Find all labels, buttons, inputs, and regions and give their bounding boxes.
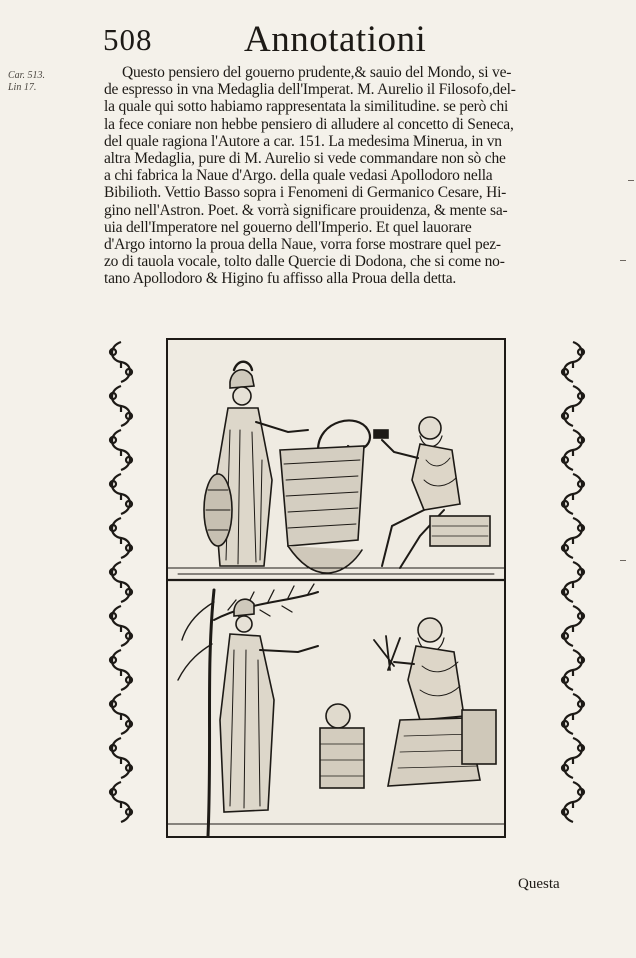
edge-mark: [628, 180, 634, 181]
catchword: Questa: [518, 876, 560, 892]
edge-mark: [620, 260, 626, 261]
text-line: la fece coniare non hebbe pensiero di alludere al concetto di Seneca,: [104, 115, 514, 133]
text-line: tano Apollodoro & Higino fu affisso alla Proua della detta.: [104, 270, 457, 288]
woodcut-illustration: [166, 338, 506, 838]
scroll-ornament-icon: [104, 338, 138, 838]
scroll-ornament-icon: [556, 338, 590, 838]
text-line: de espresso in vna Medaglia dell'Imperat. M. Aurelio il Filosofo,del-: [104, 81, 516, 99]
margin-note: [8, 70, 45, 94]
text-line: Bibilioth. Vettio Basso sopra i Fenomeni di Germanico Cesare, Hi-: [104, 184, 507, 202]
text-line: uia dell'Imperatore nel gouerno dell'Imperio. Et quel lauorare: [104, 218, 472, 236]
ornamental-border-right: [556, 338, 590, 838]
shipbuilder-figure-icon: [374, 417, 490, 568]
text-line: altra Medaglia, pure di M. Aurelio si vede commandare non sò che: [104, 150, 506, 168]
text-line: gino nell'Astron. Poet. & vorrà significare prouidenza, & mente sa-: [104, 201, 508, 219]
text-line: zo di tauola vocale, tolto dalle Quercie di Dodona, che si come no-: [104, 253, 505, 271]
running-head: Annotationi: [244, 19, 427, 60]
ornamental-border-left: [104, 338, 138, 838]
text-line: del quale ragiona l'Autore a car. 151. La medesima Minerua, in vn: [104, 132, 502, 150]
altar-icon: [320, 704, 364, 788]
annotation-paragraph: [104, 64, 624, 288]
minerva-figure-icon: [220, 599, 318, 812]
woodcut-image: [168, 340, 504, 836]
edge-mark: [620, 560, 626, 561]
seated-jupiter-figure-icon: [374, 618, 496, 786]
text-line: a chi fabrica la Naue d'Argo. della quale vedasi Apollodoro nella: [104, 167, 493, 185]
text-line: la quale qui sotto habiamo rappresentata la similitudine. se però chi: [104, 98, 509, 116]
text-line: Questo pensiero del gouerno prudente,& sauio del Mondo, si ve-: [122, 64, 512, 81]
text-line: d'Argo intorno la proua della Naue, vorra forse mostrare quel pez-: [104, 236, 501, 254]
margin-note-line: Car. 513.: [8, 70, 45, 81]
margin-note-line: Lin 17.: [8, 82, 37, 93]
ship-prow-icon: [280, 420, 370, 573]
page-number: 508: [103, 22, 153, 57]
